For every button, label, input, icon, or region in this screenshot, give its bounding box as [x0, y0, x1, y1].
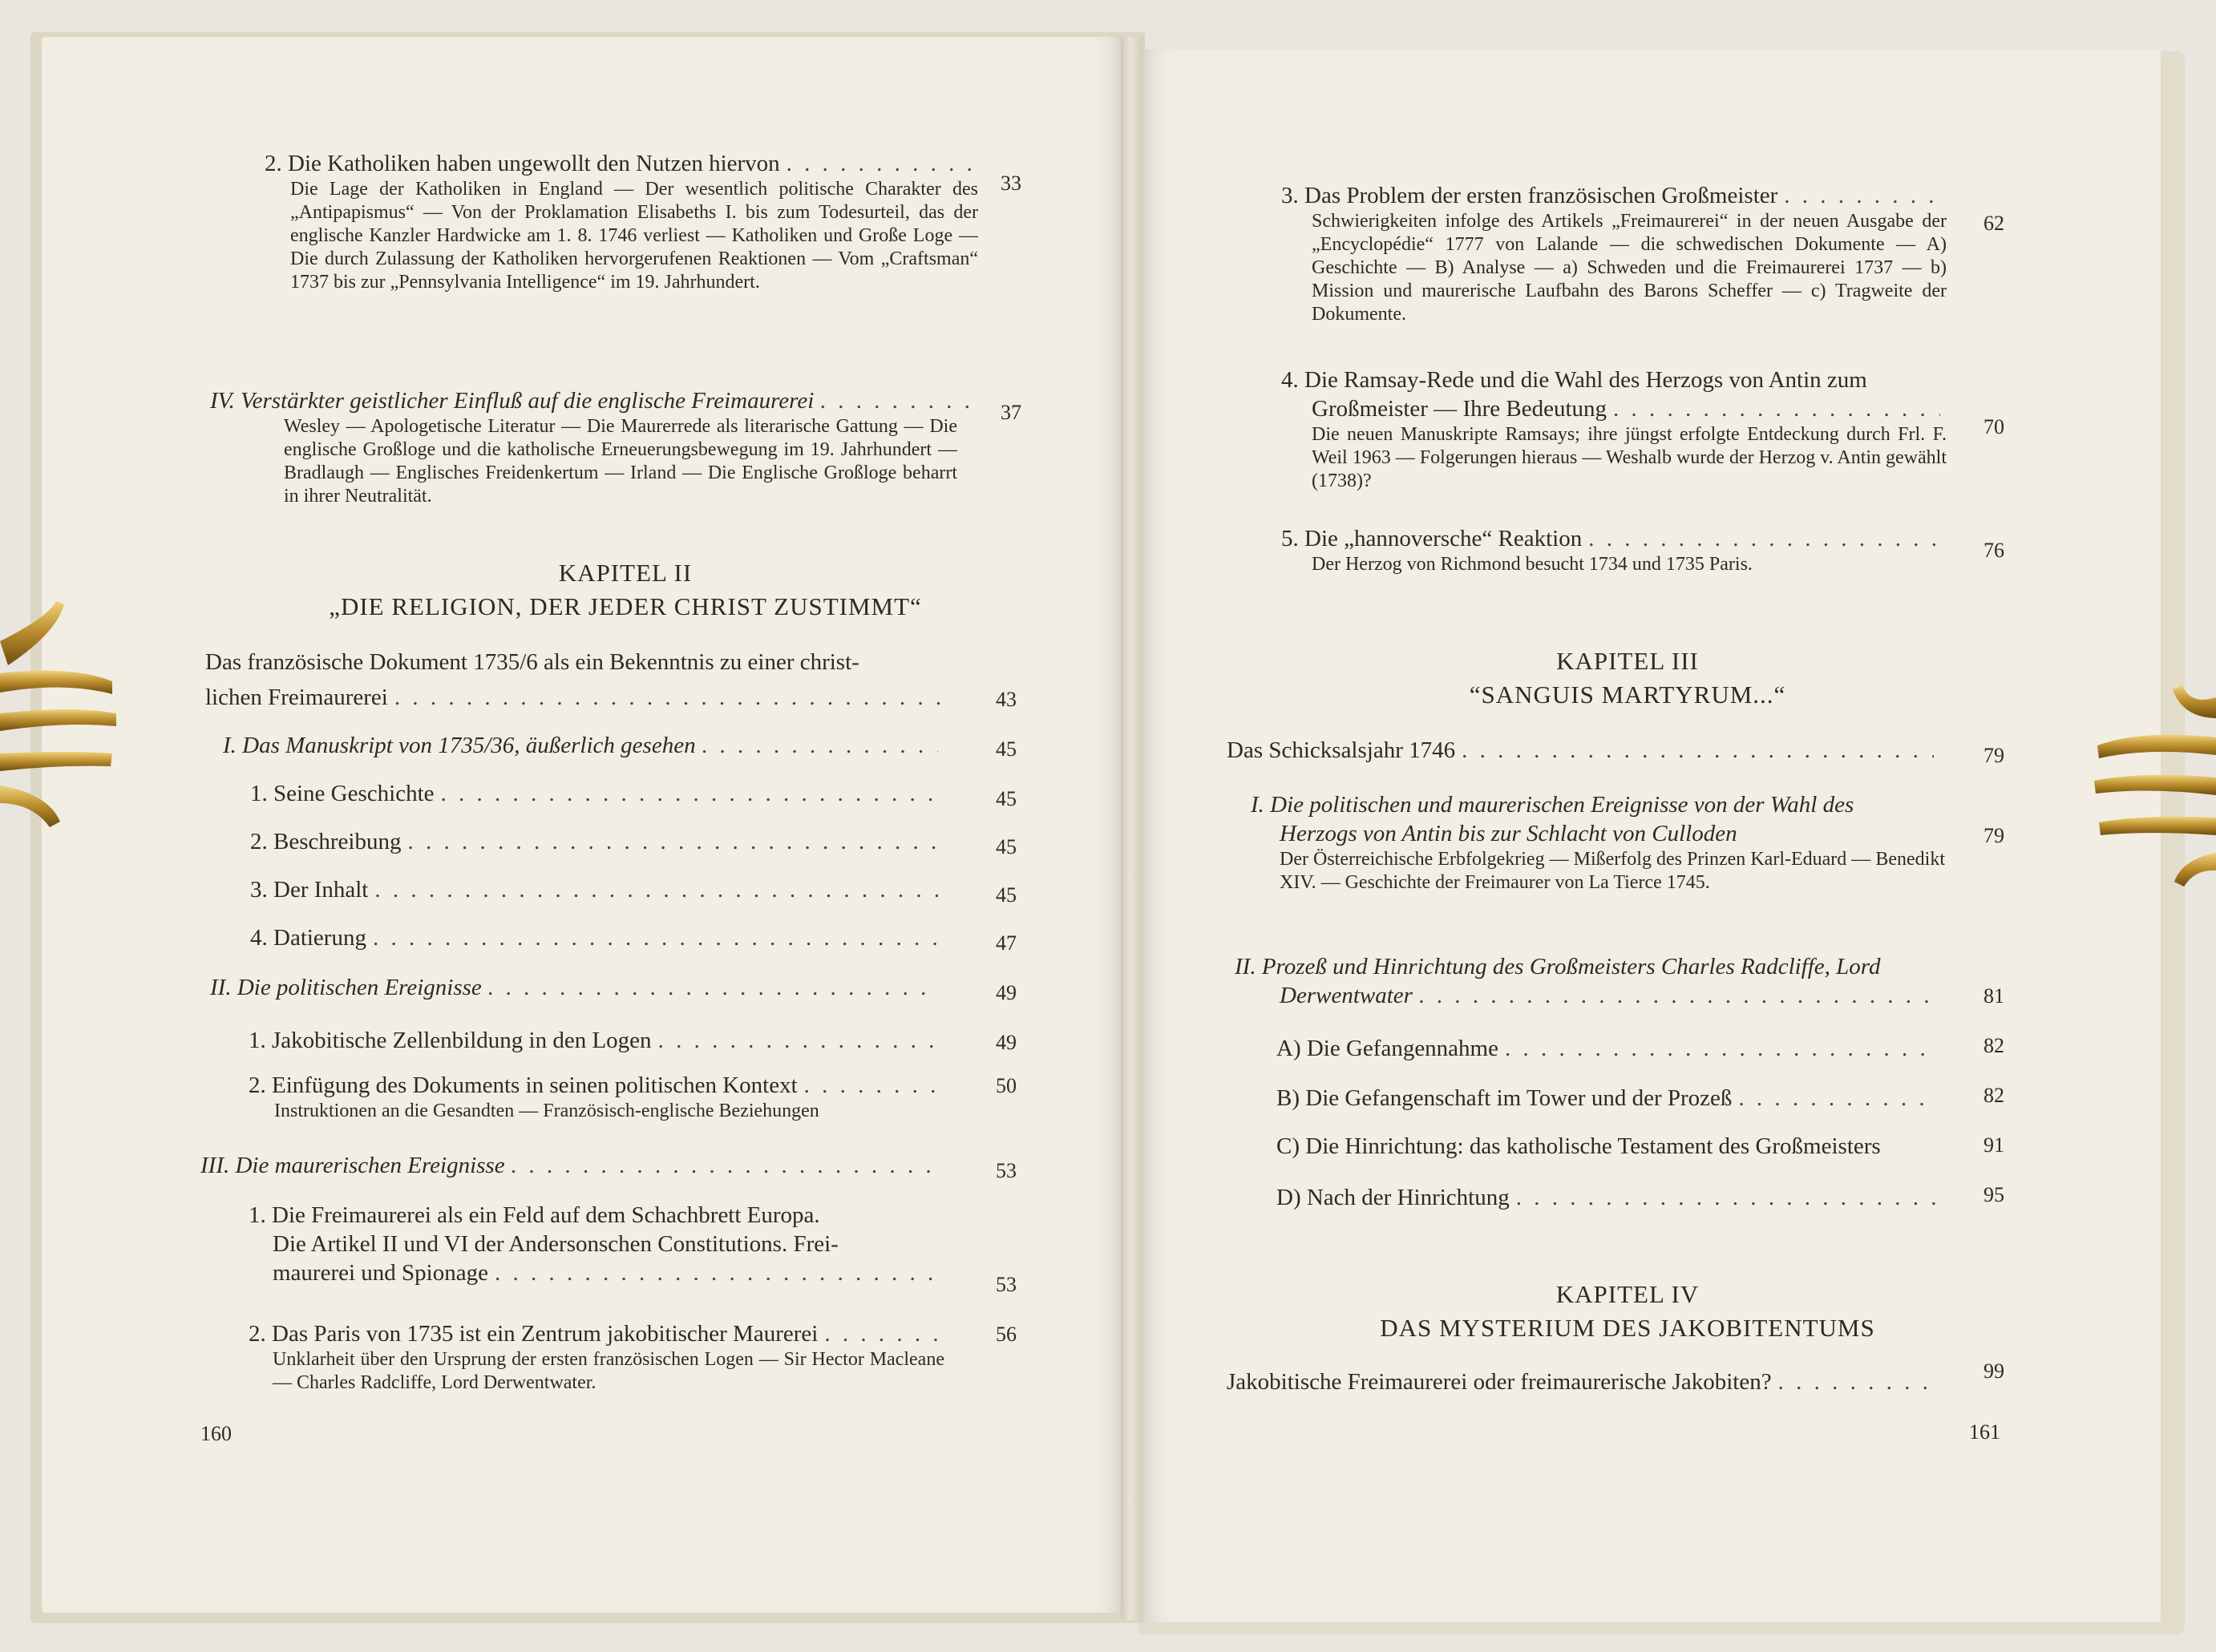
- entry-title: 2. Einfügung des Dokuments in seinen politischen Kontext: [249, 1072, 798, 1098]
- leader-dots: [1462, 736, 1934, 765]
- entry-summary: Unklarheit über den Ursprung der ersten französischen Logen — Sir Hector Macleane — Charles Radcliffe, Lord Derwentwater.: [273, 1349, 944, 1393]
- page-number: 79: [1983, 744, 2004, 767]
- entry-title-line: lichen Freimaurerei: [205, 685, 388, 710]
- page-number: 91: [1983, 1133, 2004, 1157]
- toc-entry-jakobitische: [1227, 1367, 1945, 1396]
- page-number: 45: [996, 737, 1017, 761]
- toc-entry-datierung: [250, 923, 944, 952]
- chapter-heading-iv: [1227, 1278, 2028, 1345]
- chapter-number: KAPITEL III: [1556, 647, 1699, 675]
- chapter-title: “SANGUIS MARTYRUM...“: [1469, 681, 1786, 709]
- leader-dots: [1419, 981, 1939, 1010]
- leader-dots: [1784, 181, 1940, 210]
- leader-dots: [1588, 524, 1940, 553]
- entry-title: 2. Beschreibung: [250, 829, 402, 854]
- entry-title-line: II. Prozeß und Hinrichtung des Großmeisters Charles Radcliffe, Lord: [1235, 954, 1881, 979]
- toc-entry-einfuegung: [249, 1071, 944, 1123]
- page-number: 45: [996, 835, 1017, 858]
- chapter-title: „DIE RELIGION, DER JEDER CHRIST ZUSTIMMT“: [329, 592, 922, 620]
- entry-title: D) Nach der Hinrichtung: [1276, 1185, 1510, 1210]
- page-folio-right: 161: [1969, 1420, 2000, 1444]
- entry-title: A) Die Gefangennahme: [1276, 1036, 1498, 1061]
- toc-entry-beschreibung: [250, 827, 944, 856]
- leader-dots: [658, 1026, 938, 1055]
- entry-summary: Die neuen Manuskripte Ramsays; ihre jüngst erfolgte Entdeckung durch Frl. F. Weil 1963 — Folgerungen hieraus — Weshalb wurde der Herzog v. Antin gewählt (1738)?: [1312, 424, 1947, 491]
- entry-title: I. Das Manuskript von 1735/36, äußerlich gesehen: [223, 733, 696, 758]
- toc-entry-hannoversche: [1281, 524, 1947, 576]
- entry-summary: Der Herzog von Richmond besucht 1734 und 1735 Paris.: [1312, 554, 1753, 575]
- page-number: 45: [996, 787, 1017, 810]
- leader-dots: [1778, 1367, 1939, 1396]
- entry-title-line: I. Die politischen und maurerischen Ereignisse von der Wahl des: [1251, 792, 1854, 818]
- leader-dots: [394, 683, 944, 712]
- page-number: 49: [996, 1031, 1017, 1054]
- entry-summary: Instruktionen an die Gesandten — Französisch-englische Beziehungen: [274, 1101, 819, 1121]
- entry-title: 2. Die Katholiken haben ungewollt den Nutzen hiervon: [265, 151, 780, 176]
- chapter-heading-iii: [1227, 644, 2028, 712]
- page-number: 53: [996, 1273, 1017, 1296]
- toc-entry-prozess: [1235, 952, 1945, 1010]
- entry-title-line: 1. Die Freimaurerei als ein Feld auf dem Schachbrett Europa.: [249, 1202, 820, 1228]
- toc-entry-politische: [210, 973, 944, 1002]
- entry-title: 3. Der Inhalt: [250, 877, 369, 903]
- toc-entry-tower: [1276, 1084, 1945, 1113]
- page-folio-left: 160: [200, 1422, 232, 1445]
- leader-dots: [804, 1071, 938, 1100]
- page-number: 81: [1983, 984, 2004, 1008]
- leader-dots: [702, 731, 938, 760]
- page-number: 53: [996, 1159, 1017, 1182]
- entry-title-line: Die Artikel II und VI der Andersonschen Constitutions. Frei-: [273, 1231, 839, 1257]
- leader-dots: [495, 1258, 938, 1287]
- chapter-number: KAPITEL IV: [1555, 1280, 1700, 1308]
- entry-title-line: maurerei und Spionage: [273, 1260, 488, 1286]
- toc-entry-zellenbildung: [249, 1026, 944, 1055]
- chapter-number: KAPITEL II: [558, 559, 693, 587]
- leader-dots: [407, 827, 938, 856]
- entry-title: 5. Die „hannoversche“ Reaktion: [1281, 526, 1583, 551]
- entry-title: IV. Verstärkter geistlicher Einfluß auf die englische Freimaurerei: [210, 388, 815, 414]
- leader-dots: [441, 779, 938, 808]
- leader-dots: [1613, 394, 1940, 423]
- page-number: 95: [1983, 1183, 2004, 1206]
- toc-entry-geschichte: [250, 779, 944, 808]
- toc-entry-dokument: [205, 648, 951, 712]
- page-clip-right: [2094, 681, 2216, 890]
- leader-dots: [1516, 1183, 1939, 1212]
- entry-title-line: 4. Die Ramsay-Rede und die Wahl des Herzogs von Antin zum: [1281, 367, 1867, 393]
- entry-summary: Schwierigkeiten infolge des Artikels „Freimaurerei“ in der neuen Ausgabe der „Encyclopédie“ 1777 von Lalande — die schwedischen Dokumente — A) Geschichte — B) Analyse — a) Schweden und die Freimaurerei 1737 — b) Mission und maurerische Laufbahn des Barons Scheffer — c) Tragweite der Dokumente.: [1312, 211, 1947, 325]
- page-number: 99: [1983, 1359, 2004, 1383]
- entry-title: III. Die maurerischen Ereignisse: [200, 1153, 505, 1178]
- entry-title-line: Das französische Dokument 1735/6 als ein Bekenntnis zu einer christ-: [205, 649, 859, 675]
- entry-summary: Wesley — Apologetische Literatur — Die Maurerrede als literarische Gattung — Die englische Großloge und die katholische Erneuerungsbewegung im 19. Jahrhundert — Bradlaugh — Englisches Freidenkertum — Irland — Die Englische Großloge beharrt in ihrer Neutralität.: [284, 416, 957, 507]
- leader-dots: [787, 149, 980, 178]
- page-number: 45: [996, 883, 1017, 907]
- toc-entry-manuskript: [223, 731, 944, 760]
- toc-entry-hinrichtung: [1276, 1132, 1945, 1161]
- toc-entry-ramsay: [1281, 366, 1947, 493]
- entry-title: 2. Das Paris von 1735 ist ein Zentrum jakobitischer Maurerei: [249, 1321, 819, 1347]
- toc-entry-schicksalsjahr: [1227, 736, 1940, 765]
- entry-title: 4. Datierung: [250, 925, 366, 951]
- page-number: 62: [1983, 212, 2004, 235]
- page-number: 33: [1001, 172, 1021, 195]
- toc-entry-inhalt: [250, 875, 944, 904]
- leader-dots: [512, 1151, 938, 1180]
- toc-entry-grossmeister: [1281, 181, 1947, 326]
- entry-title-line: Derwentwater: [1280, 983, 1413, 1008]
- page-number: 43: [996, 688, 1017, 711]
- toc-entry-iv: [210, 386, 978, 508]
- leader-dots: [373, 923, 938, 952]
- entry-title: 3. Das Problem der ersten französischen Großmeister: [1281, 183, 1778, 208]
- page-number: 49: [996, 981, 1017, 1004]
- entry-title: Das Schicksalsjahr 1746: [1227, 737, 1456, 763]
- entry-title-line: Großmeister — Ihre Bedeutung: [1312, 396, 1607, 422]
- entry-summary: Die Lage der Katholiken in England — Der wesentlich politische Charakter des „Antipapismus“ — Von der Proklamation Elisabeths I. bis zum Todesurteil, das der englische Kanzler Hardwicke am 1. 8. 1746 verliest — Katholiken und Große Loge — Die durch Zulassung der Katholiken hervorgerufenen Reaktionen — Vom „Craftsman“ 1737 bis zur „Pennsylvania Intelligence“ im 19. Jahrhundert.: [290, 179, 978, 293]
- page-number: 79: [1983, 824, 2004, 847]
- leader-dots: [820, 386, 972, 415]
- page-number: 82: [1983, 1034, 2004, 1057]
- toc-entry-gefangennahme: [1276, 1034, 1945, 1063]
- entry-title-line: Herzogs von Antin bis zur Schlacht von Culloden: [1280, 821, 1737, 846]
- entry-title: 1. Jakobitische Zellenbildung in den Logen: [249, 1028, 652, 1053]
- leader-dots: [824, 1319, 938, 1348]
- entry-title: Jakobitische Freimaurerei oder freimaurerische Jakobiten?: [1227, 1369, 1772, 1395]
- entry-title: II. Die politischen Ereignisse: [210, 975, 482, 1000]
- chapter-heading-ii: [241, 556, 1010, 624]
- toc-entry-schachbrett: [249, 1201, 944, 1287]
- toc-entry-nach-hinrichtung: [1276, 1183, 1945, 1212]
- page-number: 56: [996, 1323, 1017, 1346]
- toc-entry-maurerische: [200, 1151, 944, 1180]
- leader-dots: [1738, 1084, 1939, 1113]
- chapter-title: DAS MYSTERIUM DES JAKOBITENTUMS: [1380, 1314, 1875, 1342]
- page-number: 47: [996, 931, 1017, 955]
- entry-summary: Der Österreichische Erbfolgekrieg — Mißerfolg des Prinzen Karl-Eduard — Benedikt XIV. — Geschichte der Freimaurer von La Tierce 1745.: [1280, 849, 1945, 893]
- page-clip-left: [0, 593, 120, 834]
- page-number: 76: [1983, 539, 2004, 562]
- toc-entry-katholiken: [265, 149, 986, 294]
- page-number: 82: [1983, 1084, 2004, 1107]
- toc-entry-culloden: [1251, 790, 1945, 895]
- leader-dots: [488, 973, 938, 1002]
- page-number: 50: [996, 1074, 1017, 1097]
- leader-dots: [1505, 1034, 1939, 1063]
- page-number: 37: [1001, 401, 1021, 424]
- book-gutter: [1121, 37, 1143, 1620]
- toc-entry-paris: [249, 1319, 944, 1395]
- leader-dots: [374, 875, 938, 904]
- entry-title: C) Die Hinrichtung: das katholische Testament des Großmeisters: [1276, 1133, 1881, 1159]
- entry-title: 1. Seine Geschichte: [250, 781, 435, 806]
- page-number: 70: [1983, 415, 2004, 438]
- entry-title: B) Die Gefangenschaft im Tower und der Prozeß: [1276, 1085, 1733, 1111]
